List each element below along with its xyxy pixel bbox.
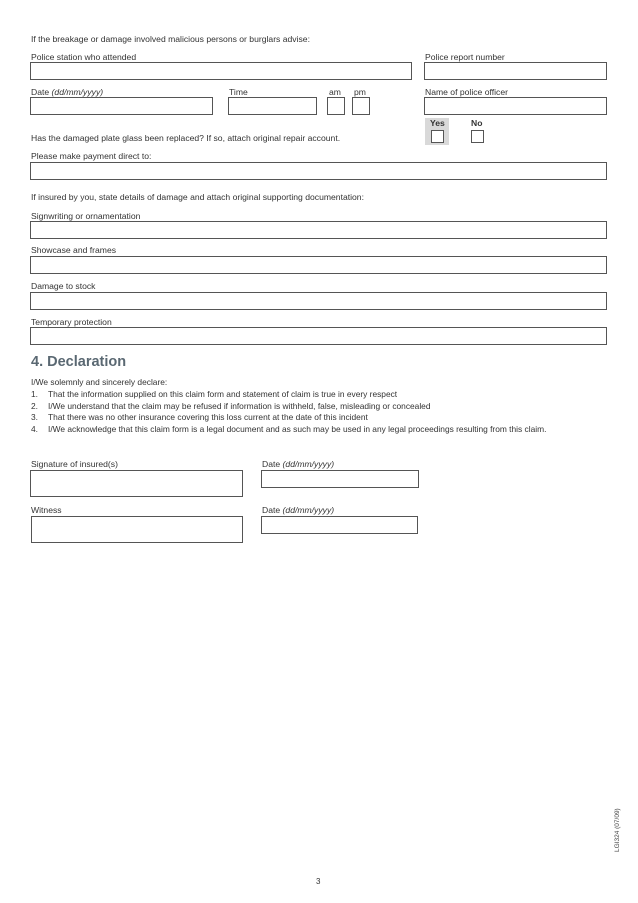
police-report-label: Police report number (425, 52, 505, 62)
insured-intro-text: If insured by you, state details of damage and attach original supporting documentation: (31, 192, 364, 202)
police-officer-field[interactable] (424, 97, 607, 115)
showcase-field[interactable] (30, 256, 607, 274)
yes-label: Yes (430, 118, 445, 128)
police-date-format: (dd/mm/yyyy) (51, 87, 104, 97)
glass-replaced-yes-checkbox[interactable] (431, 130, 444, 143)
witness-date-text: Date (262, 505, 281, 515)
signature-date-text: Date (262, 459, 281, 469)
declaration-heading: 4. Declaration (31, 354, 127, 370)
police-intro-text: If the breakage or damage involved malicious persons or burglars advise: (31, 34, 310, 44)
witness-field[interactable] (31, 516, 243, 543)
police-date-label (31, 88, 103, 97)
police-officer-label: Name of police officer (425, 87, 508, 97)
police-time-label: Time (229, 87, 248, 97)
signature-field[interactable] (30, 470, 243, 497)
declaration-item-text: That the information supplied on this claim form and statement of claim is true in every respect (48, 388, 398, 399)
police-date-text: Date (31, 87, 50, 97)
showcase-label: Showcase and frames (31, 245, 117, 255)
police-pm-label: pm (354, 87, 366, 97)
signwriting-label: Signwriting or ornamentation (31, 211, 141, 221)
declaration-body (31, 377, 546, 436)
declaration-item (31, 412, 546, 424)
police-pm-checkbox[interactable] (352, 97, 370, 115)
declaration-item-number: 3. (31, 412, 38, 423)
police-am-checkbox[interactable] (327, 97, 345, 115)
police-time-field[interactable] (228, 97, 317, 115)
signwriting-field[interactable] (30, 221, 607, 239)
glass-replaced-question: Has the damaged plate glass been replaced? If so, attach original repair account. (31, 133, 341, 143)
stock-field[interactable] (30, 292, 607, 310)
police-station-field[interactable] (30, 62, 412, 80)
page-number: 3 (316, 877, 321, 886)
declaration-intro: I/We solemnly and sincerely declare: (31, 377, 168, 387)
declaration-item-number: 2. (31, 400, 38, 411)
declaration-item-number: 4. (31, 424, 38, 435)
declaration-item (31, 389, 546, 401)
protection-label: Temporary protection (31, 317, 112, 327)
payment-field[interactable] (30, 162, 607, 180)
witness-label: Witness (31, 505, 62, 515)
no-label: No (471, 118, 483, 128)
payment-label: Please make payment direct to: (31, 151, 152, 161)
declaration-item-text: I/We understand that the claim may be refused if information is withheld, false, misleading or concealed (48, 400, 431, 411)
declaration-item (31, 424, 546, 436)
witness-date-field[interactable] (261, 516, 418, 534)
signature-label: Signature of insured(s) (31, 459, 118, 469)
police-date-field[interactable] (30, 97, 213, 115)
declaration-item (31, 401, 546, 413)
witness-date-label (262, 506, 334, 515)
protection-field[interactable] (30, 327, 607, 345)
glass-replaced-no-checkbox[interactable] (471, 130, 484, 143)
declaration-item-text: That there was no other insurance covering this loss current at the date of this incident (48, 412, 368, 423)
police-report-field[interactable] (424, 62, 607, 80)
signature-date-field[interactable] (261, 470, 419, 488)
form-code: LGI324 (07/09) (614, 808, 621, 852)
signature-date-format: (dd/mm/yyyy) (282, 459, 335, 469)
declaration-item-text: I/We acknowledge that this claim form is a legal document and as such may be used in any legal proceedings resulting from this claim. (48, 424, 547, 435)
signature-date-label (262, 460, 334, 469)
police-am-label: am (329, 87, 341, 97)
stock-label: Damage to stock (31, 281, 96, 291)
witness-date-format: (dd/mm/yyyy) (282, 505, 335, 515)
declaration-item-number: 1. (31, 388, 38, 399)
police-station-label: Police station who attended (31, 52, 137, 62)
